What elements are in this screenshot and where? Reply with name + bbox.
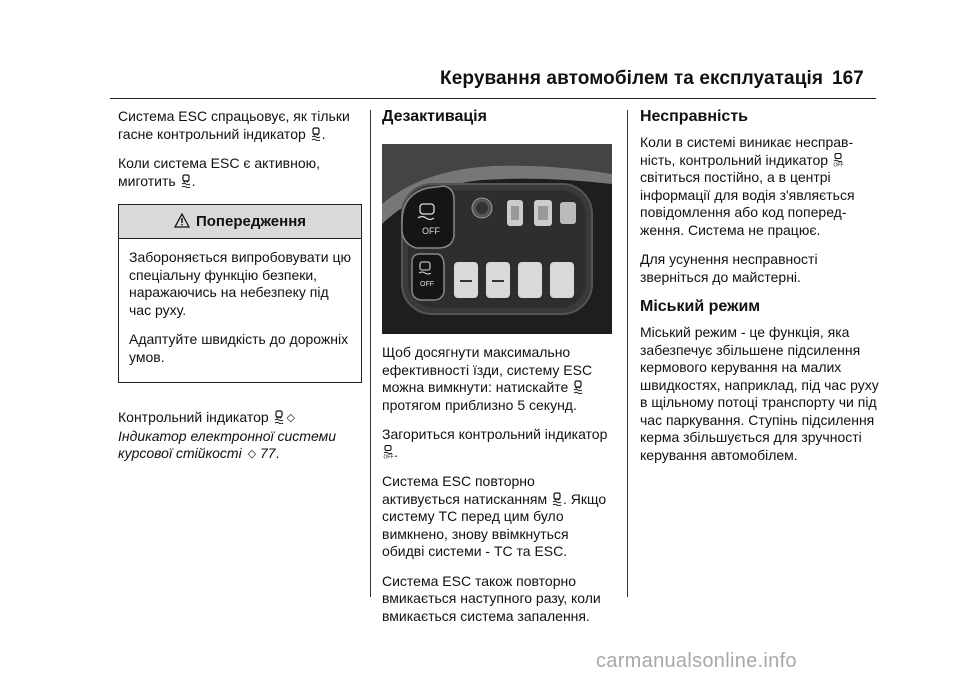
- esc-button-photo: [382, 144, 612, 334]
- warning-paragraph-2: Адаптуйте швидкість до дорожніх умов.: [129, 331, 349, 365]
- column-3: [640, 108, 880, 476]
- header-rule: [110, 98, 876, 99]
- warning-header: [119, 205, 361, 239]
- warning-paragraph-1: Забороняється випробовувати цю спеціальну функцію безпеки, наражаючись на небезпеку під час руху.: [129, 249, 351, 318]
- esc-off-icon: [832, 153, 844, 167]
- esc-car-skid-icon: [273, 410, 285, 424]
- col1-paragraph-2: Коли система ESC є активною, миготить .: [118, 155, 321, 189]
- esc-car-skid-icon: [551, 492, 563, 506]
- column-2: [382, 108, 612, 637]
- off-label-2: OFF: [420, 281, 434, 288]
- page-header: [0, 62, 960, 102]
- col2-paragraph-3: Система ESC повторно активується натисканням . Якщо систему TC перед цим було вимкнено, знову ввімкнуться обидві системи - TC та ESC.: [382, 473, 607, 559]
- warning-box: [118, 204, 362, 383]
- column-divider-2: [627, 110, 628, 597]
- esc-off-icon: [382, 445, 394, 459]
- page-reference-icon: ◇: [247, 448, 257, 460]
- off-label-1: OFF: [422, 226, 440, 236]
- header-title: Керування автомобілем та експлуатація: [440, 68, 824, 89]
- col3-paragraph-1: Коли в системі виникає несправність, контрольний індикатор OFF світиться постійно, а в центрі інформації для водія з'являється повідомлення або код попередження. Система не працює.: [640, 134, 855, 238]
- svg-text:OFF: OFF: [383, 454, 394, 459]
- column-divider-1: [370, 110, 371, 597]
- col2-paragraph-4: Система ESC також повторно вмикається наступного разу, коли вмикається система запалення.: [382, 572, 601, 624]
- section-heading-malfunction: Несправність: [640, 108, 748, 125]
- section-heading-city-mode: Міський режим: [640, 298, 761, 315]
- esc-car-skid-icon: [310, 127, 322, 141]
- page-reference-icon: ◇: [286, 412, 296, 424]
- col3-paragraph-2: Для усунення несправності зверніться до майстерні.: [640, 251, 818, 285]
- warning-body: [119, 239, 361, 382]
- section-heading-deactivation: Дезактивація: [382, 108, 487, 125]
- watermark: carmanualsonline.info: [596, 650, 797, 672]
- col2-paragraph-1: Щоб досягнути максимально ефективності їзди, систему ESC можна вимкнути: натискайте протягом приблизно 5 секунд.: [382, 344, 593, 413]
- col3-paragraph-3: Міський режим - це функція, яка забезпечує збільшене підсилення кермового керування на малих швидкостях, наприклад, під час руху в щільному потоці транспорту чи під час паркування. Ступінь підсилення керма збільшується для зручності керування автомобілем.: [640, 324, 879, 463]
- warning-triangle-icon: [174, 213, 190, 232]
- col1-paragraph-1: Система ESC спрацьовує, як тільки гасне контрольний індикатор .: [118, 108, 350, 142]
- svg-text:OFF: OFF: [833, 162, 844, 167]
- column-1: [118, 108, 362, 476]
- warning-title: Попередження: [195, 213, 307, 230]
- col2-paragraph-2: Загориться контрольний індикатор OFF .: [382, 426, 608, 460]
- col1-paragraph-3: Контрольний індикатор ◇ Індикатор електронної системи курсової стійкості ◇ 77.: [118, 409, 362, 464]
- esc-car-skid-icon: [180, 174, 192, 188]
- cross-reference-page[interactable]: 77: [259, 445, 276, 461]
- page-number: 167: [832, 68, 864, 89]
- cross-reference-link[interactable]: Індикатор електронної системи курсової стійкості: [118, 427, 336, 461]
- esc-car-skid-icon: [572, 380, 584, 394]
